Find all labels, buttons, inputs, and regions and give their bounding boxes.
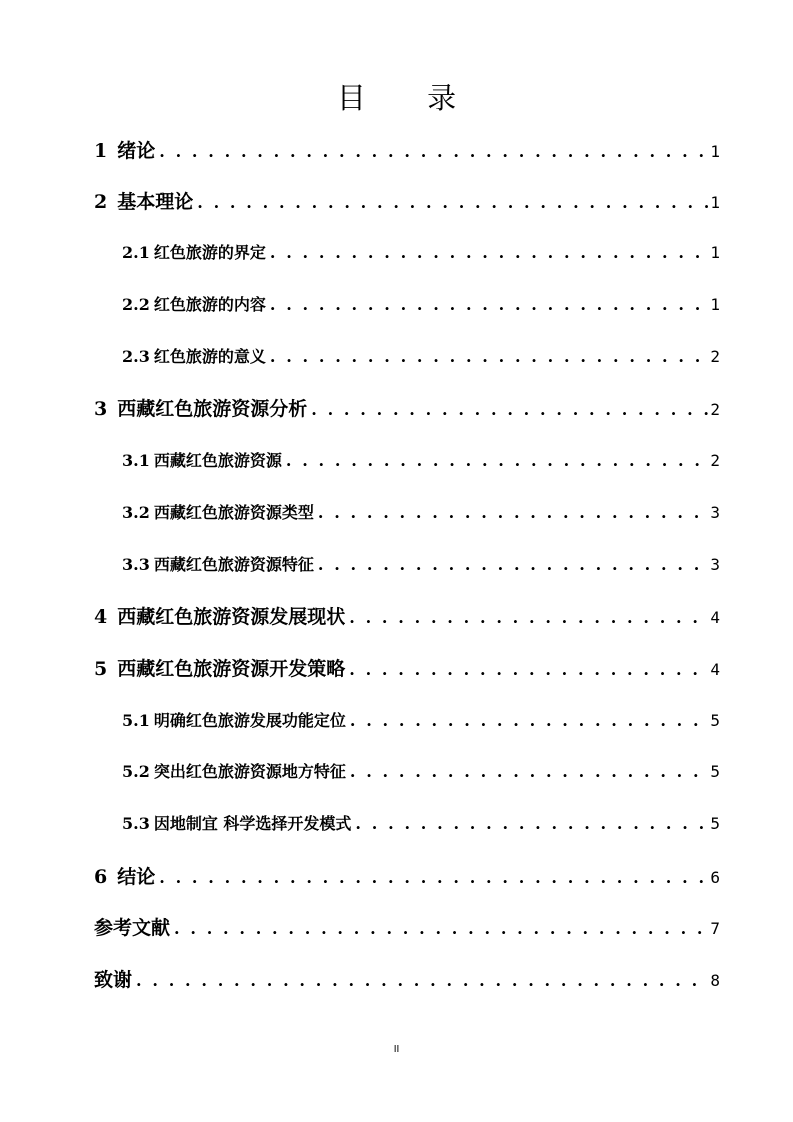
toc-entry-page: 3 [710, 503, 720, 522]
toc-entry-title: 西藏红色旅游资源发展现状 [117, 606, 346, 628]
toc-entry-page: 2 [710, 400, 720, 419]
toc-entry-title: 西藏红色旅游资源分析 [117, 398, 308, 420]
dot-leader [270, 293, 709, 317]
toc-entry-5-1[interactable] [122, 709, 720, 733]
toc-entry-introduction[interactable] [94, 137, 720, 165]
toc-entry-title: 西藏红色旅游资源特征 [153, 555, 314, 574]
page-number-footer: II [393, 1044, 400, 1055]
dot-leader [350, 709, 709, 733]
toc-entry-page: 7 [710, 919, 720, 938]
toc-entry-number: 6 [94, 866, 108, 888]
toc-entry-number: 2 [94, 191, 108, 213]
toc-entry-title: 红色旅游的内容 [153, 295, 266, 314]
toc-entry-page: 2 [710, 451, 720, 470]
toc-entry-page: 4 [710, 660, 720, 679]
toc-entry-number: 1 [94, 140, 108, 162]
dot-leader [349, 604, 708, 632]
dot-leader [174, 915, 708, 943]
toc-entry-title: 西藏红色旅游资源类型 [153, 503, 314, 522]
toc-entry-number: 2.2 [122, 295, 150, 314]
toc-entry-number: 3.3 [122, 555, 150, 574]
toc-entry-title: 因地制宜 科学选择开发模式 [153, 814, 352, 833]
dot-leader [270, 241, 709, 265]
toc-entry-page: 1 [710, 142, 720, 161]
dot-leader [270, 345, 709, 369]
toc-entry-number: 5.1 [122, 711, 150, 730]
toc-entry-title: 结论 [117, 866, 156, 888]
toc-entry-2-1[interactable] [122, 241, 720, 265]
toc-entry-page: 2 [710, 347, 720, 366]
dot-leader [318, 501, 709, 525]
toc-entry-page: 5 [710, 762, 720, 781]
toc-entry-number: 5.2 [122, 762, 150, 781]
toc-entry-title: 致谢 [94, 969, 133, 991]
toc-entry-page: 3 [710, 555, 720, 574]
toc-entry-4[interactable] [94, 603, 720, 631]
toc-entry-page: 1 [710, 295, 720, 314]
toc-entry-acknowledgements[interactable] [94, 966, 720, 994]
toc-entry-number: 2.1 [122, 243, 150, 262]
toc-entry-references[interactable] [94, 914, 720, 942]
toc-entry-3-1[interactable] [122, 449, 720, 473]
toc-entry-number: 2.3 [122, 347, 150, 366]
dot-leader [197, 189, 708, 217]
toc-entry-number: 4 [94, 606, 108, 628]
toc-entry-title: 参考文献 [94, 917, 171, 939]
page-title: 目 录 [336, 81, 483, 115]
toc-entry-page: 8 [710, 971, 720, 990]
toc-entry-title: 红色旅游的界定 [153, 243, 266, 262]
toc-entry-3[interactable] [94, 395, 720, 423]
dot-leader [136, 967, 708, 995]
dot-leader [159, 864, 708, 892]
toc-entry-5-3[interactable] [122, 812, 720, 836]
toc-entry-number: 3.2 [122, 503, 150, 522]
toc-entry-page: 1 [710, 193, 720, 212]
toc-entry-number: 5.3 [122, 814, 150, 833]
toc-entry-3-3[interactable] [122, 553, 720, 577]
toc-entry-title: 突出红色旅游资源地方特征 [153, 762, 346, 781]
toc-entry-page: 6 [710, 868, 720, 887]
toc-entry-title: 明确红色旅游发展功能定位 [153, 711, 346, 730]
toc-entry-title: 红色旅游的意义 [153, 347, 266, 366]
dot-leader [318, 553, 709, 577]
toc-entry-page: 5 [710, 814, 720, 833]
toc-entry-title: 绪论 [117, 140, 156, 162]
toc-entry-number: 3.1 [122, 451, 150, 470]
toc-entry-title: 基本理论 [117, 191, 194, 213]
toc-entry-page: 4 [710, 608, 720, 627]
toc-entry-page: 1 [710, 243, 720, 262]
dot-leader [159, 138, 708, 166]
toc-entry-title: 西藏红色旅游资源 [153, 451, 282, 470]
toc-entry-5-2[interactable] [122, 760, 720, 784]
toc-entry-conclusion[interactable] [94, 863, 720, 891]
toc-entry-2-2[interactable] [122, 293, 720, 317]
toc-entry-title: 西藏红色旅游资源开发策略 [117, 658, 346, 680]
dot-leader [350, 760, 709, 784]
toc-entry-2-3[interactable] [122, 345, 720, 369]
toc-entry-number: 5 [94, 658, 108, 680]
toc-entry-page: 5 [710, 711, 720, 730]
toc-entry-5[interactable] [94, 655, 720, 683]
toc-entry-3-2[interactable] [122, 501, 720, 525]
toc-entry-number: 3 [94, 398, 108, 420]
dot-leader [349, 656, 708, 684]
toc-entry-basic-theory[interactable] [94, 188, 720, 216]
dot-leader [355, 812, 708, 836]
dot-leader [311, 396, 708, 424]
dot-leader [286, 449, 709, 473]
